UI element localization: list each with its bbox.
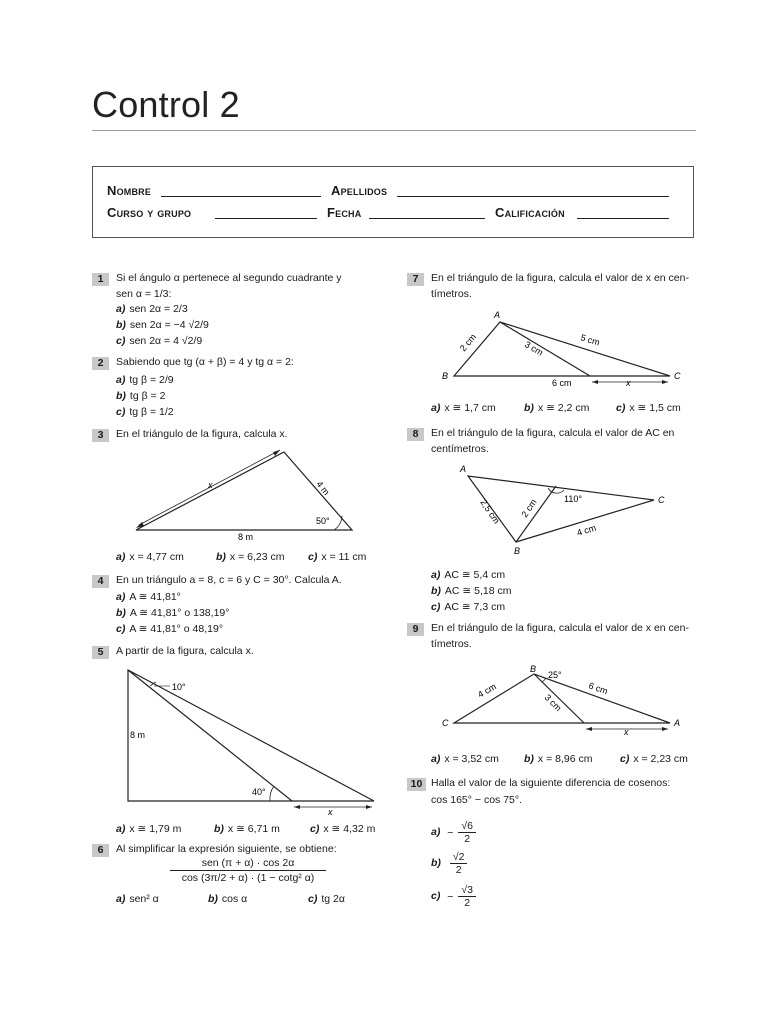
q6-denominator: cos (3π/2 + α) · (1 − cotg² α) — [181, 872, 315, 884]
question-number: 6 — [92, 844, 109, 857]
vertex-a: A — [674, 718, 681, 728]
option-letter: a) — [431, 569, 441, 581]
option-letter: b) — [524, 753, 534, 765]
q5-option-b[interactable] — [214, 823, 280, 835]
triangle — [454, 674, 670, 723]
q10-option-a[interactable] — [431, 820, 476, 845]
q6-option-a[interactable] — [116, 893, 159, 905]
q3-option-a[interactable] — [116, 551, 184, 563]
option-letter: a) — [116, 591, 126, 603]
title-divider — [92, 130, 696, 131]
q1-option-a[interactable] — [116, 303, 188, 315]
inner-line — [128, 670, 292, 801]
q10-option-c[interactable] — [431, 884, 476, 909]
q5-option-c[interactable] — [310, 823, 375, 835]
q9-option-b[interactable] — [524, 753, 593, 765]
question-number: 3 — [92, 429, 109, 442]
q1-line2: sen α = 1/3: — [116, 288, 172, 300]
option-text: sen² α — [129, 893, 159, 905]
arrow-head — [366, 805, 372, 809]
option-text: AC ≅ 7,3 cm — [444, 601, 506, 613]
bd-label: 2 cm — [519, 497, 539, 520]
question-8-text — [431, 425, 699, 457]
question-9-text — [431, 620, 699, 652]
option-letter: c) — [116, 406, 126, 418]
question-number: 2 — [92, 357, 109, 370]
q8-triangle-figure — [452, 460, 680, 560]
q3-option-c[interactable] — [308, 551, 366, 563]
inner-segment — [534, 674, 584, 723]
option-letter: a) — [431, 402, 441, 414]
q6-fraction — [170, 857, 326, 884]
option-letter: c) — [620, 753, 630, 765]
q5-triangle-figure — [120, 664, 380, 816]
q4-option-b[interactable] — [116, 607, 229, 619]
vertex-c: C — [442, 718, 449, 728]
option-letter: b) — [216, 551, 226, 563]
option-letter: b) — [116, 607, 126, 619]
ad-label: 3 cm — [522, 339, 545, 358]
x-label: x — [624, 727, 629, 737]
vertex-c: C — [674, 371, 681, 381]
base-label: 8 m — [238, 532, 254, 542]
apellidos-label: Apellidos — [331, 183, 388, 198]
page-title: Control 2 — [92, 84, 240, 125]
fecha-field[interactable] — [369, 218, 485, 219]
q4-option-a[interactable] — [116, 591, 181, 603]
q5-option-a[interactable] — [116, 823, 181, 835]
q3-option-b[interactable] — [216, 551, 285, 563]
q8-line1: En el triángulo de la figura, calcula el valor de AC en — [431, 427, 675, 439]
option-letter: c) — [308, 893, 318, 905]
vertex-a: A — [460, 464, 467, 474]
q9-line2: tímetros. — [431, 638, 472, 650]
option-fraction — [458, 884, 476, 909]
side-label: 8 m — [130, 730, 146, 740]
option-sign: − — [447, 890, 454, 903]
option-letter: b) — [116, 390, 126, 402]
ab-label: 2 cm — [457, 331, 479, 354]
option-text: A ≅ 41,81° o 48,19° — [129, 623, 224, 635]
nombre-field[interactable] — [161, 196, 321, 197]
q7-option-b[interactable] — [524, 402, 589, 414]
option-text: cos α — [221, 893, 248, 905]
frac-denominator: 2 — [464, 833, 471, 845]
side-label: 4 m — [314, 479, 332, 498]
angle-label: 50° — [316, 516, 330, 526]
question-number: 1 — [92, 273, 109, 286]
calificacion-label: Calificación — [495, 205, 565, 220]
q1-option-b[interactable] — [116, 319, 209, 331]
apellidos-field[interactable] — [397, 196, 669, 197]
question-2-text: Sabiendo que tg (α + β) = 4 y tg α = 2: — [116, 356, 294, 368]
curso-label: Curso y grupo — [107, 205, 192, 220]
question-3-text: En el triángulo de la figura, calcula x. — [116, 428, 288, 440]
option-text: x = 8,96 cm — [537, 753, 593, 765]
x-label: x — [208, 480, 213, 490]
q8-option-c[interactable] — [431, 601, 505, 613]
x-label: x — [626, 378, 631, 388]
option-letter: a) — [116, 893, 126, 905]
arrow-head — [294, 805, 300, 809]
frac-numerator: √3 — [458, 884, 476, 897]
question-4-text: En un triángulo a = 8, c = 6 y C = 30°. Calcula A. — [116, 574, 342, 586]
frac-numerator: √2 — [450, 851, 468, 864]
frac-numerator: √6 — [458, 820, 476, 833]
question-number: 10 — [407, 778, 426, 791]
ac-label: 5 cm — [579, 332, 602, 348]
vertex-b: B — [442, 371, 449, 381]
option-fraction — [458, 820, 476, 845]
bc-label: 4 cm — [476, 681, 498, 700]
option-text: A ≅ 41,81° — [129, 591, 181, 603]
question-number: 9 — [407, 623, 424, 636]
q8-option-a[interactable] — [431, 569, 505, 581]
option-letter: a) — [431, 826, 441, 839]
outer-triangle — [128, 670, 374, 801]
option-letter: a) — [431, 753, 441, 765]
option-letter: b) — [431, 585, 441, 597]
option-letter: c) — [116, 623, 126, 635]
question-number: 7 — [407, 273, 424, 286]
q9-triangle-figure — [438, 660, 688, 744]
option-text: sen 2α = 4 √2/9 — [129, 335, 203, 347]
option-letter: b) — [524, 402, 534, 414]
arrow-head — [662, 727, 668, 731]
q8-line2: centímetros. — [431, 443, 489, 455]
question-7-text — [431, 270, 699, 302]
question-10-text: Halla el valor de la siguiente diferencia de cosenos: — [431, 777, 671, 789]
option-letter: c) — [431, 601, 441, 613]
q7-option-a[interactable] — [431, 402, 496, 414]
option-text: tg β = 2 — [129, 390, 166, 402]
option-fraction — [450, 851, 468, 876]
q9-line1: En el triángulo de la figura, calcula el valor de x en cen- — [431, 622, 689, 634]
q9-option-c[interactable] — [620, 753, 688, 765]
question-10-expression: cos 165° − cos 75°. — [431, 794, 522, 806]
option-text: AC ≅ 5,4 cm — [444, 569, 506, 581]
option-text: x = 4,77 cm — [129, 551, 184, 563]
option-letter: a) — [116, 374, 126, 386]
question-5-text: A partir de la figura, calcula x. — [116, 645, 254, 657]
option-letter: c) — [310, 823, 320, 835]
option-text: x ≅ 6,71 m — [227, 823, 280, 835]
arrow-head — [662, 380, 668, 384]
option-text: tg 2α — [321, 893, 345, 905]
angle-arc — [334, 516, 342, 530]
option-text: x ≅ 1,5 cm — [629, 402, 681, 414]
option-letter: b) — [208, 893, 218, 905]
frac-denominator: 2 — [464, 897, 471, 909]
question-number: 4 — [92, 575, 109, 588]
option-letter: a) — [116, 303, 126, 315]
option-letter: c) — [616, 402, 626, 414]
q2-option-c[interactable] — [116, 406, 174, 418]
option-letter: b) — [214, 823, 224, 835]
x-label: x — [328, 807, 333, 816]
angle-label: 25° — [548, 670, 562, 680]
q6-option-b[interactable] — [208, 893, 247, 905]
ab-label: 2,5 cm — [478, 497, 502, 526]
option-text: tg β = 2/9 — [129, 374, 174, 386]
q7-line1: En el triángulo de la figura, calcula el valor de x en cen- — [431, 272, 689, 284]
vertex-c: C — [658, 495, 665, 505]
vertex-b: B — [514, 546, 521, 556]
curso-field[interactable] — [215, 218, 317, 219]
option-text: x = 11 cm — [321, 551, 367, 563]
bd-label: 6 cm — [552, 378, 572, 388]
student-info-box — [92, 166, 694, 238]
question-number: 5 — [92, 646, 109, 659]
q2-option-b[interactable] — [116, 390, 165, 402]
option-text: x = 3,52 cm — [444, 753, 499, 765]
option-text: x = 2,23 cm — [633, 753, 688, 765]
q7-line2: tímetros. — [431, 288, 472, 300]
nombre-label: Nombre — [107, 183, 152, 198]
fecha-label: Fecha — [327, 205, 362, 220]
triangle — [454, 322, 670, 376]
q8-option-b[interactable] — [431, 585, 512, 597]
angle-label: 110° — [564, 494, 582, 504]
angle-arc — [270, 786, 274, 801]
option-text: x ≅ 4,32 m — [323, 823, 376, 835]
q6-numerator: sen (π + α) · cos 2α — [170, 857, 326, 871]
q6-option-c[interactable] — [308, 893, 345, 905]
option-letter: a) — [116, 823, 126, 835]
q2-option-a[interactable] — [116, 374, 174, 386]
bc-label: 4 cm — [575, 522, 598, 538]
frac-denominator: 2 — [455, 864, 462, 876]
angle-arc — [542, 678, 546, 682]
option-text: sen 2α = −4 √2/9 — [129, 319, 209, 331]
option-text: x ≅ 2,2 cm — [537, 402, 590, 414]
option-text: sen 2α = 2/3 — [129, 303, 188, 315]
q1-line1: Si el ángulo α pertenece al segundo cuadrante y — [116, 272, 342, 284]
q9-option-a[interactable] — [431, 753, 499, 765]
question-number: 8 — [407, 428, 424, 441]
option-sign: − — [447, 826, 454, 839]
option-letter: b) — [431, 857, 441, 870]
option-letter: b) — [116, 319, 126, 331]
option-text: A ≅ 41,81° o 138,19° — [129, 607, 230, 619]
option-text: tg β = 1/2 — [129, 406, 174, 418]
triangle — [468, 476, 654, 542]
angle1-label: 10° — [172, 682, 186, 692]
option-letter: a) — [116, 551, 126, 563]
option-text: AC ≅ 5,18 cm — [444, 585, 512, 597]
option-text: x = 6,23 cm — [229, 551, 285, 563]
option-letter: c) — [116, 335, 126, 347]
q1-option-c[interactable] — [116, 335, 202, 347]
arrow-head — [592, 380, 598, 384]
q10-option-b[interactable] — [431, 851, 467, 876]
ba-label: 6 cm — [587, 680, 610, 697]
q7-triangle-figure — [438, 306, 688, 394]
calificacion-field[interactable] — [577, 218, 669, 219]
vertex-b: B — [530, 664, 537, 674]
option-letter: c) — [308, 551, 318, 563]
q7-option-c[interactable] — [616, 402, 681, 414]
bd-label: 3 cm — [542, 692, 564, 714]
inner-segment — [500, 322, 590, 376]
question-6-text: Al simplificar la expresión siguiente, se obtiene: — [116, 843, 337, 855]
angle2-label: 40° — [252, 787, 266, 797]
q3-triangle-figure — [120, 444, 370, 544]
question-1-text — [116, 270, 380, 302]
option-letter: c) — [431, 890, 441, 903]
q4-option-c[interactable] — [116, 623, 223, 635]
option-text: x ≅ 1,79 m — [129, 823, 182, 835]
vertex-a: A — [494, 310, 501, 320]
angle-arc — [548, 488, 564, 493]
arrow-head — [586, 727, 592, 731]
option-text: x ≅ 1,7 cm — [444, 402, 496, 414]
